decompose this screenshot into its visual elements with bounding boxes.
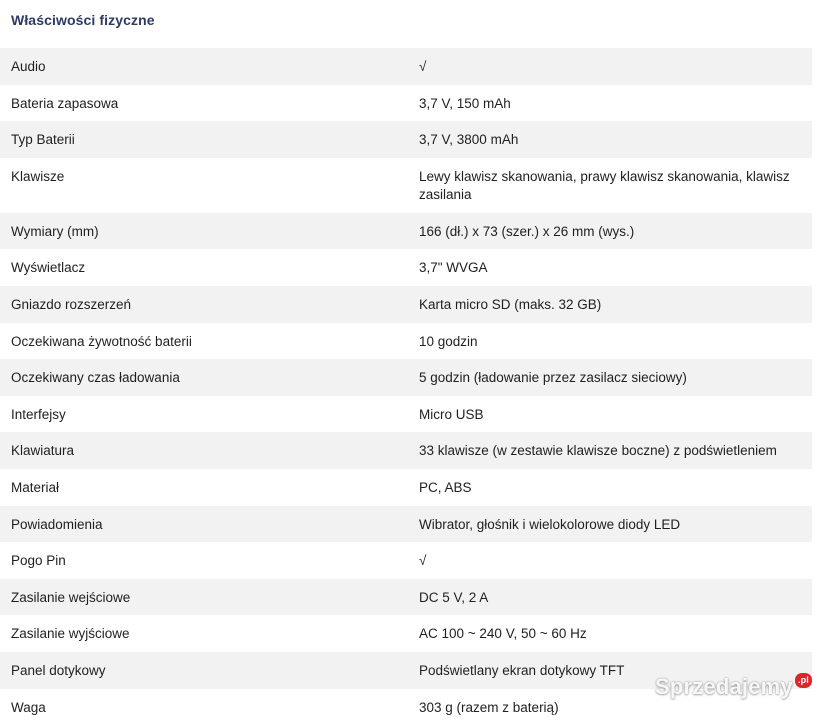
- spec-value: 10 godzin: [408, 323, 812, 351]
- spec-value: 3,7 V, 150 mAh: [408, 85, 812, 113]
- spec-value: Wibrator, głośnik i wielokolorowe diody LED: [408, 506, 812, 534]
- spec-row-keyboard: [0, 432, 812, 469]
- spec-name: Klawisze: [0, 158, 408, 186]
- spec-name: Audio: [0, 48, 408, 76]
- sprzedajemy-watermark: [655, 674, 812, 700]
- spec-table: [0, 48, 812, 725]
- spec-name: Wyświetlacz: [0, 249, 408, 277]
- spec-value: 303 g (razem z baterią): [408, 689, 812, 717]
- spec-row-battery-life: [0, 323, 812, 360]
- spec-name: Oczekiwana żywotność baterii: [0, 323, 408, 351]
- spec-name: Zasilanie wejściowe: [0, 579, 408, 607]
- spec-row-charging-time: [0, 359, 812, 396]
- spec-value: √: [408, 542, 812, 570]
- spec-value: √: [408, 48, 812, 76]
- spec-name: Powiadomienia: [0, 506, 408, 534]
- section-title: Właściwości fizyczne: [11, 12, 155, 28]
- spec-name: Gniazdo rozszerzeń: [0, 286, 408, 314]
- spec-row-material: [0, 469, 812, 506]
- spec-name: Zasilanie wyjściowe: [0, 615, 408, 643]
- spec-row-display: [0, 249, 812, 286]
- spec-row-expansion-slot: [0, 286, 812, 323]
- spec-name: Waga: [0, 689, 408, 717]
- spec-row-dimensions: [0, 213, 812, 250]
- spec-value: Lewy klawisz skanowania, prawy klawisz skanowania, klawisz zasilania: [408, 158, 812, 204]
- spec-row-battery-type: [0, 121, 812, 158]
- spec-value: 33 klawisze (w zestawie klawisze boczne) z podświetleniem: [408, 432, 812, 460]
- spec-value: 3,7" WVGA: [408, 249, 812, 277]
- spec-row-pogo-pin: [0, 542, 812, 579]
- spec-row-interfaces: [0, 396, 812, 433]
- spec-value: AC 100 ~ 240 V, 50 ~ 60 Hz: [408, 615, 812, 643]
- spec-name: Bateria zapasowa: [0, 85, 408, 113]
- spec-row-audio: [0, 48, 812, 85]
- watermark-text: Sprzedajemy: [655, 674, 793, 700]
- spec-row-backup-battery: [0, 85, 812, 122]
- spec-value: PC, ABS: [408, 469, 812, 497]
- spec-value: 3,7 V, 3800 mAh: [408, 121, 812, 149]
- spec-row-keys: [0, 158, 812, 213]
- spec-name: Wymiary (mm): [0, 213, 408, 241]
- spec-row-notifications: [0, 506, 812, 543]
- spec-name: Materiał: [0, 469, 408, 497]
- spec-name: Typ Baterii: [0, 121, 408, 149]
- spec-value: Podświetlany ekran dotykowy TFT: [408, 652, 812, 680]
- spec-value: Micro USB: [408, 396, 812, 424]
- spec-name: Klawiatura: [0, 432, 408, 460]
- spec-name: Panel dotykowy: [0, 652, 408, 680]
- spec-row-output-power: [0, 615, 812, 652]
- spec-name: Interfejsy: [0, 396, 408, 424]
- spec-value: 5 godzin (ładowanie przez zasilacz sieciowy): [408, 359, 812, 387]
- spec-value: 166 (dł.) x 73 (szer.) x 26 mm (wys.): [408, 213, 812, 241]
- spec-name: Oczekiwany czas ładowania: [0, 359, 408, 387]
- spec-value: Karta micro SD (maks. 32 GB): [408, 286, 812, 314]
- watermark-badge: .pl: [795, 673, 812, 688]
- spec-name: Pogo Pin: [0, 542, 408, 570]
- spec-row-input-power: [0, 579, 812, 616]
- spec-value: DC 5 V, 2 A: [408, 579, 812, 607]
